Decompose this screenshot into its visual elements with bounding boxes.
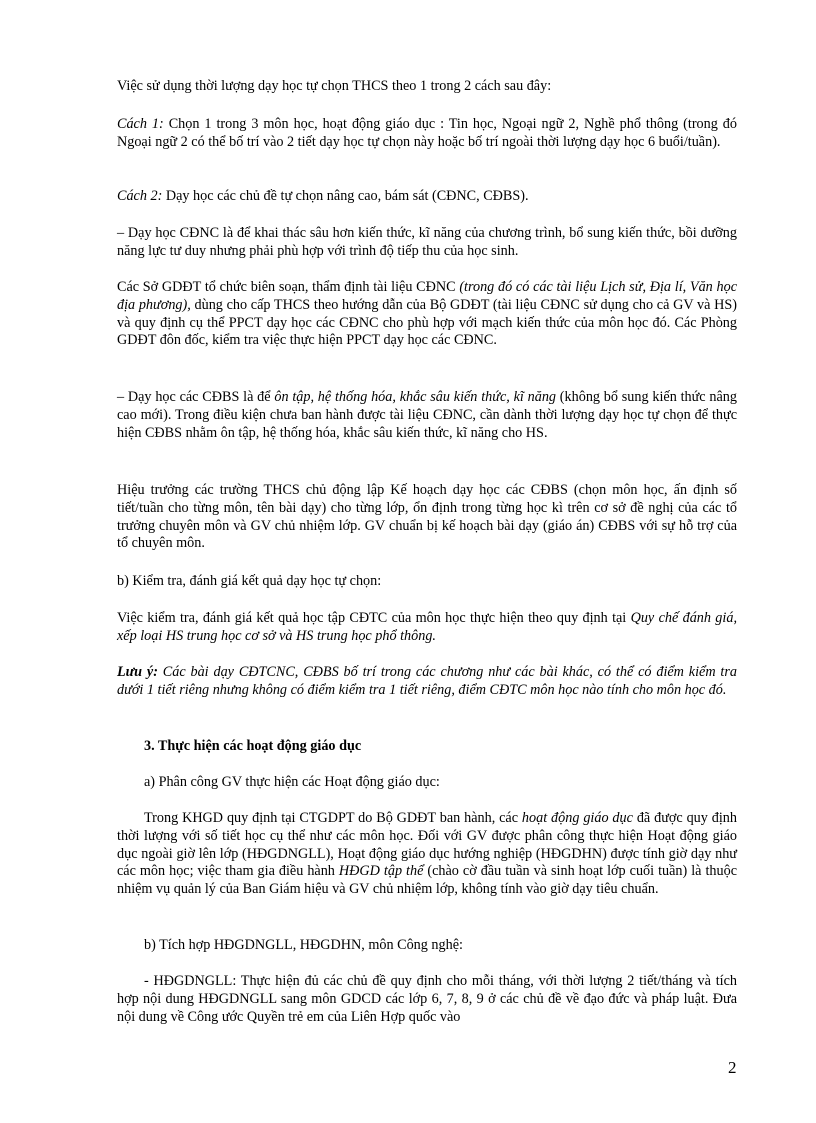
cdnc-paragraph: – Dạy học CĐNC là để khai thác sâu hơn kiến thức, kĩ năng của chương trình, bổ sung kiến thức, bồi dưỡng năng lực tư duy nhưng phải phù hợp với trình độ tiếp thu của học sinh. [117,225,737,259]
cdbs-text-a: – Dạy học các CĐBS là để [117,389,275,405]
note-text: Các bài dạy CĐTCNC, CĐBS bố trí trong các chương như các bài khác, có thể có điểm kiểm tra dưới 1 tiết riêng nhưng không có điểm kiểm tra 1 tiết riêng, điểm CĐTC môn học nào tính cho môn học đó. [117,664,737,698]
activities-italic-2: HĐGD tập thể [338,863,424,880]
cdbs-italic: ôn tập, hệ thống hóa, khắc sâu kiến thức, kĩ năng [274,389,557,405]
activities-paragraph [117,810,737,899]
principal-plan-paragraph: Hiệu trưởng các trường THCS chủ động lập Kế hoạch dạy học các CĐBS (chọn môn học, ấn định số tiết/tuần cho từng môn, tên bài dạy) cho từng lớp, ổn định trong từng học kì trên cơ sở đề nghị của các tổ trưởng chuyên môn và GV chủ nhiệm lớp. GV chuẩn bị kế hoạch bài dạy (giáo án) CĐBS với sự hỗ trợ của tổ chuyên môn. [117,482,737,552]
integration-heading: b) Tích hợp HĐGDNGLL, HĐGDHN, môn Công nghệ: [144,937,463,953]
assignment-heading: a) Phân công GV thực hiện các Hoạt động giáo dục: [144,774,440,790]
activities-text-a: Trong KHGD quy định tại CTGDPT do Bộ GDĐT ban hành, các [144,810,522,826]
hdgdngll-paragraph: - HĐGDNGLL: Thực hiện đủ các chủ đề quy định cho mỗi tháng, với thời lượng 2 tiết/tháng và tích hợp nội dung HĐGDNGLL sang môn GDCD các lớp 6, 7, 8, 9 ở các chủ đề về đạo đức và pháp luật. Đưa nội dung về Công ước Quyền trẻ em của Liên Hợp quốc vào [117,973,737,1025]
option-2-paragraph [117,188,737,206]
page-number: 2 [728,1058,737,1077]
cdnc-materials-text-c: dùng cho cấp THCS theo hướng dẫn của Bộ GDĐT (tài liệu CĐNC sử dụng cho cả GV và HS) và quy định cụ thể PPCT dạy học các CĐNC cho phù hợp với mạch kiến thức của môn học đó. Các Phòng GDĐT đôn đốc, kiểm tra việc thực hiện PPCT dạy học các CĐNC. [117,296,737,349]
section-3-heading: 3. Thực hiện các hoạt động giáo dục [144,738,362,754]
option-2-text: Dạy học các chủ đề tự chọn nâng cao, bám sát (CĐNC, CĐBS). [162,188,529,204]
option-2-label: Cách 2: [117,188,163,204]
assessment-heading: b) Kiểm tra, đánh giá kết quả dạy học tự chọn: [117,573,382,589]
intro-paragraph: Việc sử dụng thời lượng dạy học tự chọn THCS theo 1 trong 2 cách sau đây: [117,78,552,94]
cdbs-text-c: (không bổ sung kiến thức nâng cao mới). Trong điều kiện chưa ban hành được tài liệu CĐNC, cần dành thời lượng dạy học tự chọn để thực hiện CĐBS nhằm ôn tập, hệ thống hóa, khắc sâu kiến thức, kĩ năng cho HS. [117,389,737,441]
activities-italic-1: hoạt động giáo dục [521,810,633,826]
note-paragraph [117,664,737,700]
assessment-text-a: Việc kiểm tra, đánh giá kết quả học tập CĐTC của môn học thực hiện theo quy định tại [117,610,631,626]
activities-text-c: đã được quy định thời lượng với số tiết học cụ thể như các môn học. Đối với GV được phân công thực hiện Hoạt động giáo dục ngoài giờ lên lớp (HĐGDNGLL), Hoạt động giáo dục hướng nghiệp (HĐGDHN) được tính giờ dạy như các môn học; việc tham gia điều hành [117,810,737,880]
assessment-paragraph [117,610,737,646]
assessment-italic: Quy chế đánh giá, xếp loại HS trung học cơ sở và HS trung học phổ thông. [117,610,737,644]
option-1-label: Cách 1: [117,116,164,132]
activities-text-e: (chào cờ đầu tuần và sinh hoạt lớp cuối tuần) là thuộc nhiệm vụ quản lý của Ban Giám hiệu và GV chủ nhiệm lớp, không tính vào giờ dạy tiêu chuẩn. [117,863,738,898]
note-label: Lưu ý: [117,664,158,680]
cdnc-materials-italic: (trong đó có các tài liệu Lịch sử, Địa lí, Văn học địa phương), [117,279,737,313]
option-1-paragraph [117,116,737,152]
cdbs-paragraph [117,389,737,442]
option-1-text: Chọn 1 trong 3 môn học, hoạt động giáo dục : Tin học, Ngoại ngữ 2, Nghề phổ thông (trong đó Ngoại ngữ 2 có thể bố trí vào 2 tiết dạy học tự chọn này hoặc bố trí ngoài thời lượng dạy học 6 buổi/tuần). [117,116,737,150]
cdnc-materials-paragraph [117,279,737,350]
cdnc-materials-text-a: Các Sở GDĐT tổ chức biên soạn, thẩm định tài liệu CĐNC [117,279,460,295]
